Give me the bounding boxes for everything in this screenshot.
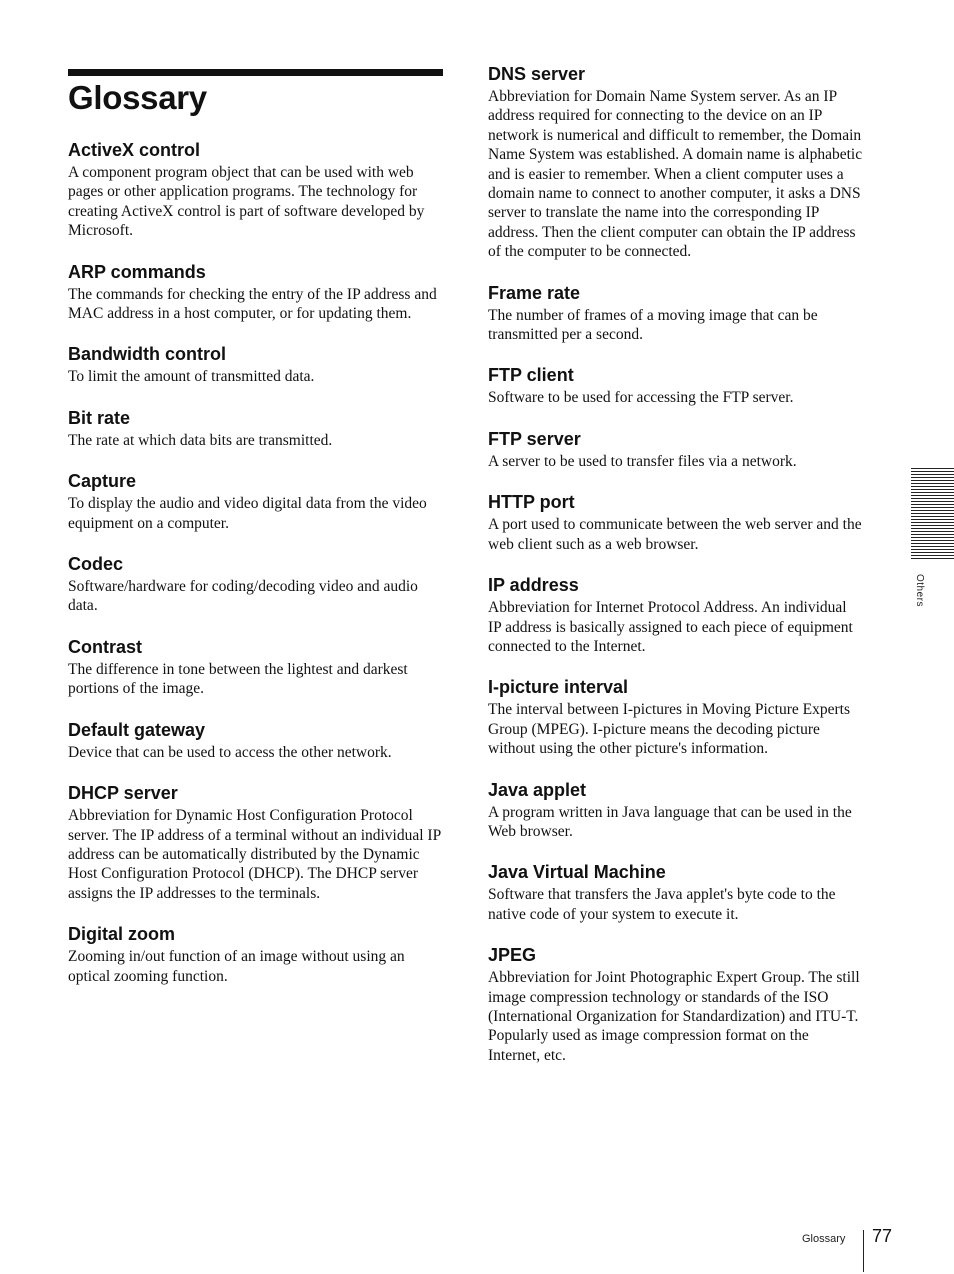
glossary-definition: A program written in Java language that can be used in the Web browser.	[488, 803, 852, 840]
glossary-entry	[488, 943, 863, 1065]
glossary-entry	[68, 781, 443, 903]
glossary-definition: Software to be used for accessing the FTP server.	[488, 389, 794, 407]
section-tab-label: Others	[914, 574, 925, 608]
footer-divider	[863, 1230, 864, 1272]
glossary-term: Java Virtual Machine	[488, 862, 666, 883]
glossary-entry	[488, 675, 863, 758]
glossary-term: Capture	[68, 471, 137, 492]
glossary-entry	[68, 635, 443, 699]
glossary-definition: Device that can be used to access the other network.	[68, 743, 392, 761]
glossary-definition: The interval between I-pictures in Moving Picture Experts Group (MPEG). I-picture means the decoding picture without using the other picture's information.	[488, 701, 850, 758]
glossary-definition: The difference in tone between the lightest and darkest portions of the image.	[68, 660, 408, 698]
glossary-entry	[68, 138, 443, 241]
glossary-term: ARP commands	[68, 261, 206, 282]
glossary-definition: To display the audio and video digital data from the video equipment on a computer.	[68, 495, 427, 532]
glossary-definition: Abbreviation for Domain Name System server. As an IP address required for connecting to the device on an IP network is numerical and difficult to remember, the Domain Name System was established. A domain name is alphabetic and is easier to remember. When a client computer uses a domain name to connect to another computer, it asks a DNS server to translate the name into the corresponding IP address. Then the client computer can obtain the IP address of the computer to be connected.	[488, 88, 863, 261]
glossary-definition: A port used to communicate between the web server and the web client such as a web browser.	[488, 516, 862, 553]
glossary-right-column	[488, 62, 863, 1084]
glossary-definition: The commands for checking the entry of the IP address and MAC address in a host computer, or for updating them.	[68, 285, 437, 323]
glossary-definition: Abbreviation for Dynamic Host Configuration Protocol server. The IP address of a terminal without an individual IP address can be automatically distributed by the Dynamic Host Configuration Protocol (DHCP). The DHCP server assigns the IP addresses to the terminals.	[68, 807, 441, 902]
glossary-term: Contrast	[68, 636, 143, 657]
glossary-definition: Abbreviation for Internet Protocol Address. An individual IP address is basically assigned to each piece of equipment connected to the Internet.	[488, 599, 853, 655]
glossary-entry	[488, 427, 863, 471]
glossary-term: Digital zoom	[68, 924, 175, 945]
glossary-term: Default gateway	[68, 719, 206, 740]
glossary-definition: The rate at which data bits are transmitted.	[68, 431, 333, 449]
footer-section-label: Glossary	[802, 1233, 846, 1245]
glossary-term: I-picture interval	[488, 677, 629, 698]
glossary-left-column	[68, 138, 443, 1005]
glossary-term: JPEG	[488, 945, 537, 966]
glossary-definition: To limit the amount of transmitted data.	[68, 368, 315, 386]
glossary-entry	[68, 406, 443, 450]
glossary-entry	[488, 490, 863, 554]
glossary-term: FTP server	[488, 428, 581, 449]
glossary-term: DHCP server	[68, 783, 178, 804]
glossary-entry	[68, 469, 443, 533]
glossary-term: Codec	[68, 554, 124, 575]
glossary-entry	[68, 260, 443, 324]
glossary-term: ActiveX control	[68, 140, 201, 160]
glossary-entry	[68, 718, 443, 762]
glossary-entry	[488, 62, 863, 262]
glossary-term: Frame rate	[488, 282, 581, 303]
section-tab-stripes	[911, 468, 954, 560]
glossary-entry	[488, 860, 863, 924]
glossary-definition: The number of frames of a moving image that can be transmitted per a second.	[488, 306, 818, 344]
glossary-term: Bandwidth control	[68, 344, 226, 365]
glossary-definition: Zooming in/out function of an image without using an optical zooming function.	[68, 948, 405, 985]
glossary-definition: A server to be used to transfer files via a network.	[488, 452, 797, 470]
glossary-term: Java applet	[488, 779, 587, 800]
glossary-term: HTTP port	[488, 492, 575, 513]
glossary-definition: A component program object that can be used with web pages or other application programs. The technology for creating ActiveX control is part of software developed by Microsoft.	[68, 164, 425, 240]
glossary-definition: Abbreviation for Joint Photographic Expert Group. The still image compression technology or standards of the ISO (International Organization for Standardization) and ITU-T. Popularly used as image compression format on the Internet, etc.	[488, 969, 860, 1064]
glossary-term: DNS server	[488, 64, 586, 84]
glossary-entry	[68, 342, 443, 386]
glossary-term: Bit rate	[68, 407, 131, 428]
glossary-entry	[68, 552, 443, 616]
glossary-definition: Software that transfers the Java applet's byte code to the native code of your system to execute it.	[488, 886, 836, 923]
glossary-entry	[488, 573, 863, 656]
title-rule	[68, 69, 443, 76]
glossary-entry	[488, 363, 863, 407]
glossary-definition: Software/hardware for coding/decoding video and audio data.	[68, 578, 418, 615]
glossary-entry	[68, 922, 443, 986]
glossary-term: FTP client	[488, 365, 574, 386]
page-title: Glossary	[68, 79, 207, 116]
glossary-term: IP address	[488, 575, 579, 596]
glossary-entry	[488, 281, 863, 345]
page-number: 77	[872, 1226, 893, 1246]
glossary-entry	[488, 778, 863, 842]
